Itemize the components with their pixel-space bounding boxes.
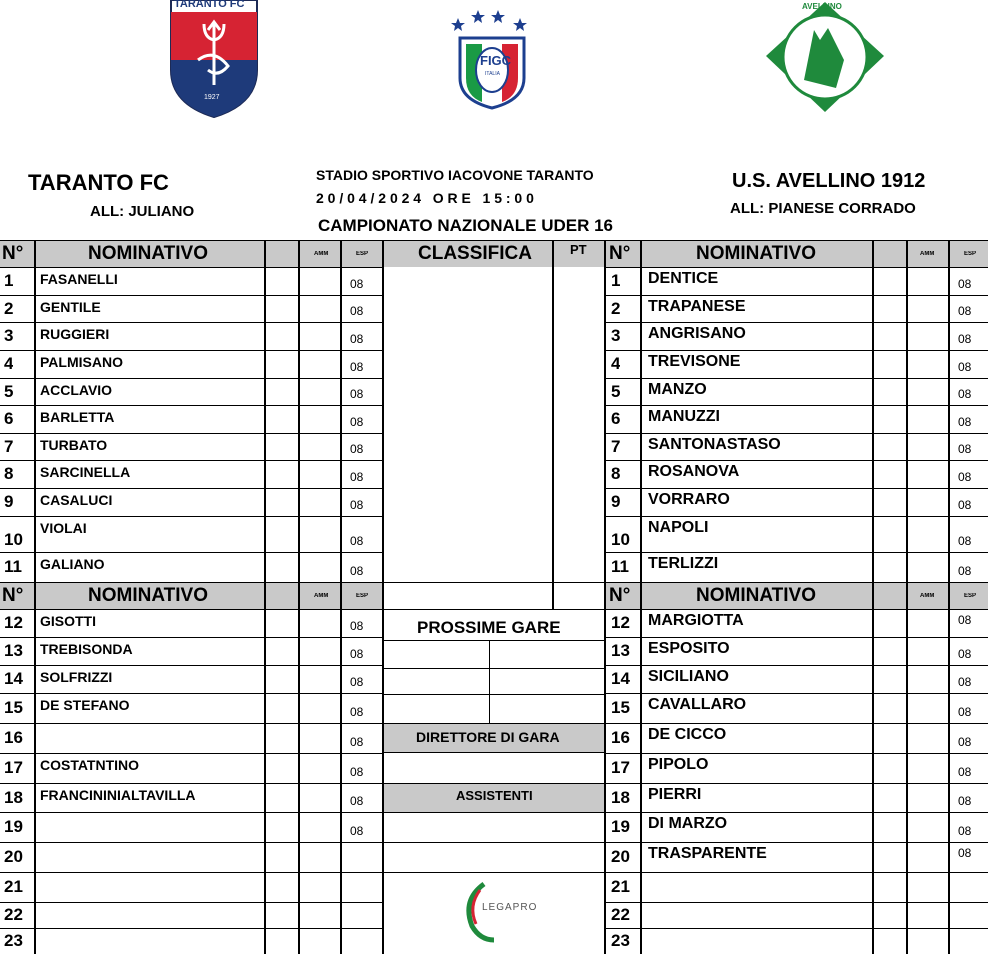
grid-hline [384, 783, 604, 784]
grid-hline [0, 693, 384, 694]
grid-hline [604, 267, 988, 268]
home-player-number: 13 [4, 641, 23, 660]
away-player-number: 16 [611, 728, 630, 747]
home-team-name: TARANTO FC [28, 170, 169, 195]
home-player-name: GISOTTI [40, 613, 96, 629]
home-player-esp: 08 [350, 647, 364, 661]
away-player-esp: 08 [958, 277, 972, 291]
grid-hline [384, 872, 604, 873]
grid-hline [604, 405, 988, 406]
home-player-name: SARCINELLA [40, 464, 131, 480]
grid-hline [604, 350, 988, 351]
grid-hline [0, 488, 384, 489]
match-datetime: 2 0 / 0 4 / 2 0 2 4 O R E 1 5 : 0 0 [316, 190, 534, 206]
prossime-gare-label: PROSSIME GARE [417, 618, 561, 637]
grid-hline [604, 552, 988, 553]
grid-hline [0, 516, 384, 517]
home-player-esp: 08 [350, 824, 364, 838]
home-num-header: N° [2, 243, 24, 264]
home-subs-num-header: N° [2, 585, 24, 606]
away-player-name: MARGIOTTA [648, 612, 744, 629]
grid-hline [604, 322, 988, 323]
home-player-name: TURBATO [40, 437, 108, 453]
away-player-esp: 08 [958, 846, 972, 860]
away-player-name: PIERRI [648, 786, 702, 803]
away-player-name: MANUZZI [648, 408, 720, 425]
grid-hline [0, 842, 384, 843]
home-player-number: 1 [4, 271, 14, 290]
home-player-name: FASANELLI [40, 271, 118, 287]
away-player-esp: 08 [958, 765, 972, 779]
away-player-esp: 08 [958, 675, 972, 689]
grid-hline [0, 609, 988, 610]
home-player-name: PALMISANO [40, 354, 123, 370]
home-player-esp: 08 [350, 332, 364, 346]
grid-hline [0, 267, 384, 268]
home-player-esp: 08 [350, 415, 364, 429]
away-player-esp: 08 [958, 794, 972, 808]
grid-hline [604, 460, 988, 461]
home-name-header: NOMINATIVO [88, 243, 208, 264]
home-player-number: 18 [4, 787, 23, 807]
home-player-esp: 08 [350, 498, 364, 512]
away-player-number: 22 [611, 905, 630, 924]
home-player-esp: 08 [350, 735, 364, 749]
grid-vline [640, 240, 642, 954]
home-player-number: 14 [4, 669, 23, 688]
home-player-esp: 08 [350, 534, 364, 548]
away-player-esp: 08 [958, 705, 972, 719]
grid-hline [384, 752, 604, 753]
home-player-number: 11 [4, 557, 22, 576]
home-player-number: 5 [4, 381, 14, 401]
grid-hline [604, 665, 988, 666]
away-player-number: 10 [611, 530, 630, 549]
grid-hline [384, 723, 604, 724]
figc-logo [450, 8, 534, 110]
grid-hline [604, 433, 988, 434]
away-subs-amm-header: AMM [920, 593, 935, 599]
home-player-esp: 08 [350, 387, 364, 401]
away-player-esp: 08 [958, 613, 972, 627]
grid-hline [604, 783, 988, 784]
grid-hline [604, 842, 988, 843]
grid-hline [0, 902, 384, 903]
home-player-number: 12 [4, 613, 23, 632]
grid-hline [0, 378, 384, 379]
home-player-name: FRANCININIALTAVILLA [40, 787, 196, 803]
home-player-number: 16 [4, 728, 23, 747]
grid-hline [384, 640, 604, 641]
away-player-esp: 08 [958, 332, 972, 346]
home-player-number: 10 [4, 530, 23, 549]
grid-hline [604, 902, 988, 903]
grid-hline [0, 582, 988, 583]
home-player-esp: 08 [350, 619, 364, 633]
home-player-esp: 08 [350, 564, 364, 578]
away-amm-header: AMM [920, 251, 935, 257]
home-player-number: 21 [4, 877, 23, 896]
home-player-esp: 08 [350, 442, 364, 456]
away-name-header: NOMINATIVO [696, 243, 816, 264]
away-player-number: 7 [611, 436, 621, 456]
home-player-number: 19 [4, 817, 23, 836]
grid-hline [0, 433, 384, 434]
away-player-name: PIPOLO [648, 756, 709, 773]
home-subs-esp-header: ESP [356, 593, 369, 599]
home-player-esp: 08 [350, 470, 364, 484]
home-player-number: 15 [4, 698, 23, 717]
home-player-number: 2 [4, 298, 14, 318]
away-player-number: 1 [611, 271, 621, 290]
away-player-name: TRASPARENTE [648, 845, 767, 862]
away-player-name: TREVISONE [648, 353, 741, 370]
away-player-name: NAPOLI [648, 519, 709, 536]
away-team-name: U.S. AVELLINO 1912 [732, 170, 926, 192]
home-subs-amm-header: AMM [314, 593, 329, 599]
away-player-name: DI MARZO [648, 815, 728, 832]
grid-vline [264, 240, 266, 954]
away-player-esp: 08 [958, 304, 972, 318]
home-player-name: TREBISONDA [40, 641, 133, 657]
figc-logo-sub: ITALIA [485, 71, 500, 77]
competition: CAMPIONATO NAZIONALE UDER 16 [318, 216, 614, 235]
figc-logo-text: FIGC [480, 53, 512, 68]
grid-vline [872, 240, 874, 954]
grid-hline [604, 378, 988, 379]
away-player-number: 5 [611, 381, 621, 401]
away-player-number: 8 [611, 464, 621, 483]
direttore-label: DIRETTORE DI GARA [416, 729, 560, 745]
away-player-name: ANGRISANO [648, 325, 746, 342]
home-player-name: GENTILE [40, 299, 101, 315]
home-coach: ALL: JULIANO [90, 203, 195, 220]
home-player-number: 22 [4, 905, 23, 924]
away-player-number: 19 [611, 817, 630, 836]
home-player-number: 20 [4, 847, 23, 866]
away-subs-name-header: NOMINATIVO [696, 585, 816, 606]
grid-hline [604, 928, 988, 929]
home-amm-header: AMM [314, 251, 329, 257]
taranto-logo-year: 1927 [204, 94, 220, 101]
venue: STADIO SPORTIVO IACOVONE TARANTO [316, 167, 594, 183]
away-num-header: N° [609, 243, 631, 264]
grid-hline [0, 552, 384, 553]
away-player-name: DENTICE [648, 270, 719, 287]
home-player-number: 3 [4, 326, 14, 345]
home-player-name: ACCLAVIO [40, 382, 113, 398]
grid-hline [0, 637, 384, 638]
grid-hline [604, 693, 988, 694]
away-player-esp: 08 [958, 360, 972, 374]
away-player-number: 15 [611, 698, 630, 717]
avellino-logo-text: AVELLINO [802, 2, 842, 11]
away-player-number: 21 [611, 877, 630, 896]
home-player-name: DE STEFANO [40, 697, 130, 713]
away-player-esp: 08 [958, 824, 972, 838]
away-player-name: ROSANOVA [648, 463, 740, 480]
grid-hline [604, 723, 988, 724]
grid-hline [384, 694, 604, 695]
away-player-esp: 08 [958, 470, 972, 484]
home-player-number: 17 [4, 758, 23, 777]
away-player-name: TERLIZZI [648, 555, 719, 572]
grid-hline [0, 240, 988, 241]
home-player-name: RUGGIERI [40, 326, 110, 342]
away-player-number: 12 [611, 613, 630, 632]
grid-vline [382, 240, 384, 954]
away-player-name: MANZO [648, 381, 707, 398]
home-player-number: 23 [4, 931, 23, 950]
home-player-number: 7 [4, 436, 14, 456]
home-player-name: GALIANO [40, 556, 105, 572]
home-player-esp: 08 [350, 765, 364, 779]
away-player-name: VORRARO [648, 491, 730, 508]
grid-hline [0, 753, 384, 754]
grid-hline [0, 783, 384, 784]
grid-hline [0, 405, 384, 406]
grid-hline [384, 668, 604, 669]
assistenti-label: ASSISTENTI [456, 788, 533, 803]
taranto-logo-text: TARANTO FC [174, 0, 245, 10]
home-player-name: COSTATNTINO [40, 757, 140, 773]
away-coach: ALL: PIANESE CORRADO [730, 200, 916, 217]
away-player-esp: 08 [958, 534, 972, 548]
grid-hline [604, 488, 988, 489]
grid-hline [0, 872, 384, 873]
away-player-name: ESPOSITO [648, 640, 730, 657]
home-subs-name-header: NOMINATIVO [88, 585, 208, 606]
grid-hline [0, 928, 384, 929]
grid-vline [948, 240, 950, 954]
grid-vline [298, 240, 300, 954]
home-player-esp: 08 [350, 705, 364, 719]
away-player-esp: 08 [958, 415, 972, 429]
grid-vline [604, 240, 606, 954]
grid-hline [604, 637, 988, 638]
away-player-name: CAVALLARO [648, 696, 747, 713]
away-player-name: TRAPANESE [648, 298, 746, 315]
grid-hline [0, 460, 384, 461]
grid-vline [34, 240, 36, 954]
away-player-name: SANTONASTASO [648, 436, 781, 453]
grid-hline [604, 872, 988, 873]
away-player-number: 4 [611, 354, 621, 373]
grid-vline [489, 640, 490, 723]
legapro-text: LEGAPRO [482, 902, 538, 913]
grid-hline [604, 516, 988, 517]
grid-hline [0, 665, 384, 666]
grid-hline [604, 295, 988, 296]
away-player-number: 2 [611, 298, 621, 318]
grid-hline [604, 753, 988, 754]
away-player-name: DE CICCO [648, 726, 727, 743]
away-player-number: 9 [611, 492, 621, 511]
grid-vline [906, 240, 908, 954]
avellino-logo [764, 0, 886, 114]
away-player-number: 23 [611, 931, 630, 950]
away-player-number: 11 [611, 557, 629, 576]
home-player-esp: 08 [350, 304, 364, 318]
home-esp-header: ESP [356, 251, 369, 257]
grid-hline [0, 812, 384, 813]
grid-vline [552, 240, 554, 609]
home-player-number: 8 [4, 464, 14, 483]
home-player-number: 6 [4, 409, 14, 428]
away-player-esp: 08 [958, 387, 972, 401]
grid-hline [0, 350, 384, 351]
home-player-number: 9 [4, 492, 14, 511]
home-player-esp: 08 [350, 675, 364, 689]
away-subs-esp-header: ESP [964, 593, 977, 599]
away-player-number: 20 [611, 847, 630, 866]
away-player-esp: 08 [958, 564, 972, 578]
classifica-header: CLASSIFICA [418, 243, 532, 264]
away-player-esp: 08 [958, 735, 972, 749]
away-player-number: 6 [611, 409, 621, 428]
away-player-number: 3 [611, 326, 621, 345]
away-player-number: 17 [611, 758, 630, 777]
away-subs-num-header: N° [609, 585, 631, 606]
home-player-number: 4 [4, 354, 14, 373]
away-player-number: 13 [611, 641, 630, 660]
grid-hline [384, 812, 604, 813]
taranto-logo [168, 0, 260, 118]
legapro-logo [458, 880, 538, 944]
away-player-esp: 08 [958, 498, 972, 512]
home-player-esp: 08 [350, 277, 364, 291]
home-player-name: CASALUCI [40, 492, 113, 508]
home-player-esp: 08 [350, 360, 364, 374]
home-player-name: SOLFRIZZI [40, 669, 113, 685]
home-player-name: BARLETTA [40, 409, 115, 425]
away-player-number: 14 [611, 669, 630, 688]
home-player-name: VIOLAI [40, 520, 87, 536]
grid-hline [604, 812, 988, 813]
grid-vline [340, 240, 342, 954]
grid-hline [384, 842, 604, 843]
pt-header: PT [570, 242, 587, 257]
away-player-number: 18 [611, 787, 630, 807]
away-player-esp: 08 [958, 442, 972, 456]
home-player-esp: 08 [350, 794, 364, 808]
away-player-esp: 08 [958, 647, 972, 661]
grid-hline [0, 322, 384, 323]
away-esp-header: ESP [964, 251, 977, 257]
grid-hline [0, 295, 384, 296]
away-player-name: SICILIANO [648, 668, 729, 685]
grid-hline [0, 723, 384, 724]
